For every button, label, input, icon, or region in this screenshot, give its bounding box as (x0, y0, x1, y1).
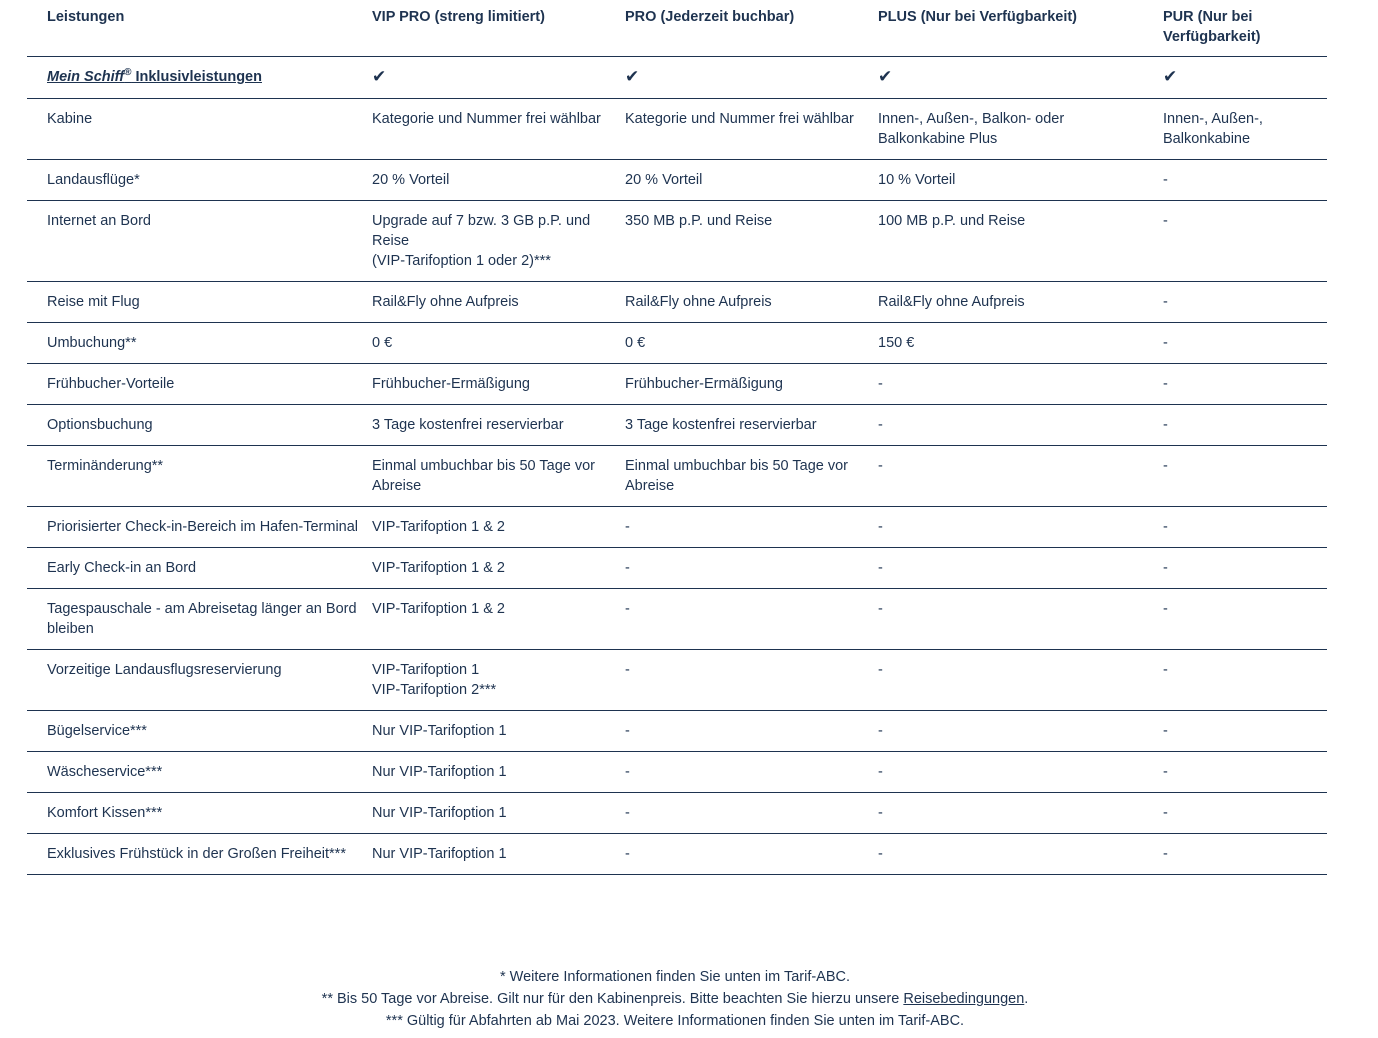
cell-pur (1163, 446, 1327, 507)
table-row (27, 548, 1327, 589)
cell-vip-pro (372, 589, 625, 650)
footnotes (0, 966, 1350, 1032)
cell-text: 20 % Vorteil (625, 172, 703, 188)
cell-text: Rail&Fly ohne Aufpreis (878, 294, 1025, 310)
table-row (27, 364, 1327, 405)
inclusive-services-link[interactable] (47, 69, 262, 85)
cell-text: - (625, 601, 630, 617)
row-label: Wäscheservice*** (27, 752, 372, 793)
cell-pro (625, 834, 878, 875)
cell-text: Kategorie und Nummer frei wählbar (625, 111, 854, 127)
row-label: Early Check-in an Bord (27, 548, 372, 589)
cell-text: Innen-, Außen-, Balkon- oder Balkonkabine Plus (878, 111, 1065, 147)
cell-pur (1163, 99, 1327, 160)
cell-plus (878, 160, 1163, 201)
cell-text: - (878, 805, 883, 821)
row-label: Komfort Kissen*** (27, 793, 372, 834)
cell-vip-pro (372, 711, 625, 752)
cell-pro (625, 548, 878, 589)
cell-text: - (625, 723, 630, 739)
cell-pro (625, 589, 878, 650)
cell-text: - (625, 560, 630, 576)
cell-text: - (878, 601, 883, 617)
table-row (27, 507, 1327, 548)
cell-text: - (625, 519, 630, 535)
cell-text: - (625, 846, 630, 862)
cell-text: - (1163, 764, 1168, 780)
row-label: Terminänderung** (27, 446, 372, 507)
cell-text: - (878, 376, 883, 392)
table-row (27, 323, 1327, 364)
registered-mark: ® (124, 67, 132, 79)
cell-text: - (878, 846, 883, 862)
cell-pro (625, 323, 878, 364)
row-label: Tagespauschale - am Abreisetag länger an Bord bleiben (27, 589, 372, 650)
column-header-vip-pro: VIP PRO (streng limitiert) (372, 0, 625, 57)
table-row (27, 446, 1327, 507)
cell-vip-pro (372, 364, 625, 405)
cell-plus (878, 834, 1163, 875)
row-label: Priorisierter Check-in-Bereich im Hafen-Terminal (27, 507, 372, 548)
cell-vip-pro (372, 282, 625, 323)
footnote-2 (0, 988, 1350, 1010)
cell-vip-pro (372, 323, 625, 364)
inclusive-services-cell (27, 57, 372, 99)
cell-plus (878, 282, 1163, 323)
cell-text: Frühbucher-Ermäßigung (372, 376, 530, 392)
column-header-pro: PRO (Jederzeit buchbar) (625, 0, 878, 57)
table-row (27, 589, 1327, 650)
cell-text: - (1163, 805, 1168, 821)
cell-text: Frühbucher-Ermäßigung (625, 376, 783, 392)
cell-text: - (1163, 662, 1168, 678)
cell-vip-pro (372, 405, 625, 446)
check-mark-icon: ✔ (372, 67, 387, 86)
cell-text: - (1163, 458, 1168, 474)
cell-text: VIP-Tarifoption 1 & 2 (372, 560, 505, 576)
cell-text: 150 € (878, 335, 915, 351)
row-label: Landausflüge* (27, 160, 372, 201)
cell-plus (878, 548, 1163, 589)
cell-pur (1163, 589, 1327, 650)
cell-text: Kategorie und Nummer frei wählbar (372, 111, 601, 127)
cell-pro (625, 446, 878, 507)
column-header-pur: PUR (Nur bei Verfügbarkeit) (1163, 0, 1327, 57)
cell-plus (878, 99, 1163, 160)
cell-text: Upgrade auf 7 bzw. 3 GB p.P. und Reise (372, 213, 591, 249)
table-row-inklusivleistungen (27, 57, 1327, 99)
cell-pro (625, 752, 878, 793)
cell-pur (1163, 793, 1327, 834)
cell-text: VIP-Tarifoption 1 & 2 (372, 601, 505, 617)
cell-text: - (1163, 172, 1168, 188)
cell-plus (878, 711, 1163, 752)
cell-text: 0 € (625, 335, 646, 351)
cell-text: - (625, 805, 630, 821)
cell-text: 350 MB p.P. und Reise (625, 213, 773, 229)
cell-text: Nur VIP-Tarifoption 1 (372, 764, 507, 780)
cell-text: 100 MB p.P. und Reise (878, 213, 1026, 229)
cell-pro (625, 711, 878, 752)
cell-text: 10 % Vorteil (878, 172, 956, 188)
check-mark-icon: ✔ (878, 67, 893, 86)
cell-text: - (878, 417, 883, 433)
check-mark-icon: ✔ (1163, 67, 1178, 86)
cell-vip-pro (372, 99, 625, 160)
cell-text: - (625, 764, 630, 780)
cell-vip-pro (372, 793, 625, 834)
table-header-row (27, 0, 1327, 57)
cell-pur (1163, 650, 1327, 711)
cell-pro (625, 99, 878, 160)
column-header-leistungen: Leistungen (27, 0, 372, 57)
cell-text: - (878, 560, 883, 576)
cell-text: - (1163, 601, 1168, 617)
cell-text: 20 % Vorteil (372, 172, 450, 188)
cell-text: 0 € (372, 335, 393, 351)
cell-plus (878, 752, 1163, 793)
table-row (27, 405, 1327, 446)
check-mark-icon: ✔ (625, 67, 640, 86)
table-row (27, 834, 1327, 875)
cell-text: - (1163, 519, 1168, 535)
cell-text: - (1163, 417, 1168, 433)
cell-text: - (625, 662, 630, 678)
cell-pur (1163, 364, 1327, 405)
tariff-comparison-table (27, 0, 1327, 875)
cell-text: (VIP-Tarifoption 1 oder 2)*** (372, 253, 551, 269)
cell-text: - (1163, 213, 1168, 229)
cell-pro (625, 793, 878, 834)
row-label: Internet an Bord (27, 201, 372, 282)
table-row (27, 752, 1327, 793)
cell-vip-pro (372, 201, 625, 282)
row-label: Exklusives Frühstück in der Großen Freiheit*** (27, 834, 372, 875)
inclusive-services-label: Inklusivleistungen (131, 69, 262, 85)
table-row (27, 711, 1327, 752)
cell-text: Einmal umbuchbar bis 50 Tage vor Abreise (372, 458, 595, 494)
cell-pur (1163, 834, 1327, 875)
cell-text: VIP-Tarifoption 2*** (372, 682, 497, 698)
cell-text: - (878, 519, 883, 535)
cell-text: - (878, 458, 883, 474)
cell-plus (878, 446, 1163, 507)
cell-text: Rail&Fly ohne Aufpreis (372, 294, 519, 310)
cell-plus (878, 201, 1163, 282)
check-cell-pro (625, 57, 878, 99)
row-label: Kabine (27, 99, 372, 160)
cell-text: - (1163, 723, 1168, 739)
cell-text: 3 Tage kostenfrei reservierbar (372, 417, 564, 433)
cell-pur (1163, 160, 1327, 201)
cell-text: VIP-Tarifoption 1 (372, 662, 480, 678)
cell-vip-pro (372, 507, 625, 548)
cell-text: Nur VIP-Tarifoption 1 (372, 805, 507, 821)
check-cell-pur (1163, 57, 1327, 99)
cell-vip-pro (372, 548, 625, 589)
table-row (27, 650, 1327, 711)
cell-text: Innen-, Außen-, Balkonkabine (1163, 111, 1263, 147)
table-row (27, 201, 1327, 282)
brand-name: Mein Schiff (47, 69, 125, 85)
cell-vip-pro (372, 752, 625, 793)
cell-text: - (878, 764, 883, 780)
cell-pro (625, 364, 878, 405)
cell-text: - (1163, 376, 1168, 392)
footnote-1: * Weitere Informationen finden Sie unten im Tarif-ABC. (499, 969, 851, 985)
cell-plus (878, 650, 1163, 711)
table-row (27, 793, 1327, 834)
cell-text: 3 Tage kostenfrei reservierbar (625, 417, 817, 433)
cell-text: - (878, 723, 883, 739)
cell-pur (1163, 711, 1327, 752)
cell-pur (1163, 323, 1327, 364)
cell-pro (625, 201, 878, 282)
row-label: Bügelservice*** (27, 711, 372, 752)
check-cell-vip-pro (372, 57, 625, 99)
cell-text: - (1163, 335, 1168, 351)
cell-plus (878, 793, 1163, 834)
cell-text: Einmal umbuchbar bis 50 Tage vor Abreise (625, 458, 848, 494)
cell-plus (878, 405, 1163, 446)
cell-pro (625, 507, 878, 548)
cell-text: - (1163, 294, 1168, 310)
footnote-2-text: ** Bis 50 Tage vor Abreise. Gilt nur für den Kabinenpreis. Bitte beachten Sie hierzu unsere (321, 991, 904, 1007)
cell-pro (625, 405, 878, 446)
cell-text: Nur VIP-Tarifoption 1 (372, 846, 507, 862)
column-header-plus: PLUS (Nur bei Verfügbarkeit) (878, 0, 1163, 57)
table-row (27, 99, 1327, 160)
row-label: Vorzeitige Landausflugsreservierung (27, 650, 372, 711)
cell-pur (1163, 752, 1327, 793)
cell-plus (878, 507, 1163, 548)
table-row (27, 160, 1327, 201)
reisebedingungen-link[interactable]: Reisebedingungen (903, 991, 1025, 1007)
cell-pur (1163, 282, 1327, 323)
row-label: Optionsbuchung (27, 405, 372, 446)
cell-pro (625, 650, 878, 711)
cell-pur (1163, 548, 1327, 589)
footnote-3: *** Gültig für Abfahrten ab Mai 2023. Weitere Informationen finden Sie unten im Tarif-ABC. (385, 1013, 965, 1029)
cell-vip-pro (372, 834, 625, 875)
cell-plus (878, 364, 1163, 405)
footnote-2-end: . (1024, 991, 1029, 1007)
tariff-comparison (27, 0, 1327, 875)
cell-pro (625, 160, 878, 201)
cell-plus (878, 589, 1163, 650)
cell-text: Nur VIP-Tarifoption 1 (372, 723, 507, 739)
cell-text: - (878, 662, 883, 678)
cell-text: - (1163, 560, 1168, 576)
cell-plus (878, 323, 1163, 364)
table-row (27, 282, 1327, 323)
row-label: Umbuchung** (27, 323, 372, 364)
cell-vip-pro (372, 650, 625, 711)
row-label: Frühbucher-Vorteile (27, 364, 372, 405)
cell-pur (1163, 507, 1327, 548)
cell-vip-pro (372, 160, 625, 201)
row-label: Reise mit Flug (27, 282, 372, 323)
cell-text: - (1163, 846, 1168, 862)
cell-vip-pro (372, 446, 625, 507)
cell-pur (1163, 201, 1327, 282)
cell-text: Rail&Fly ohne Aufpreis (625, 294, 772, 310)
check-cell-plus (878, 57, 1163, 99)
cell-pro (625, 282, 878, 323)
cell-pur (1163, 405, 1327, 446)
cell-text: VIP-Tarifoption 1 & 2 (372, 519, 505, 535)
